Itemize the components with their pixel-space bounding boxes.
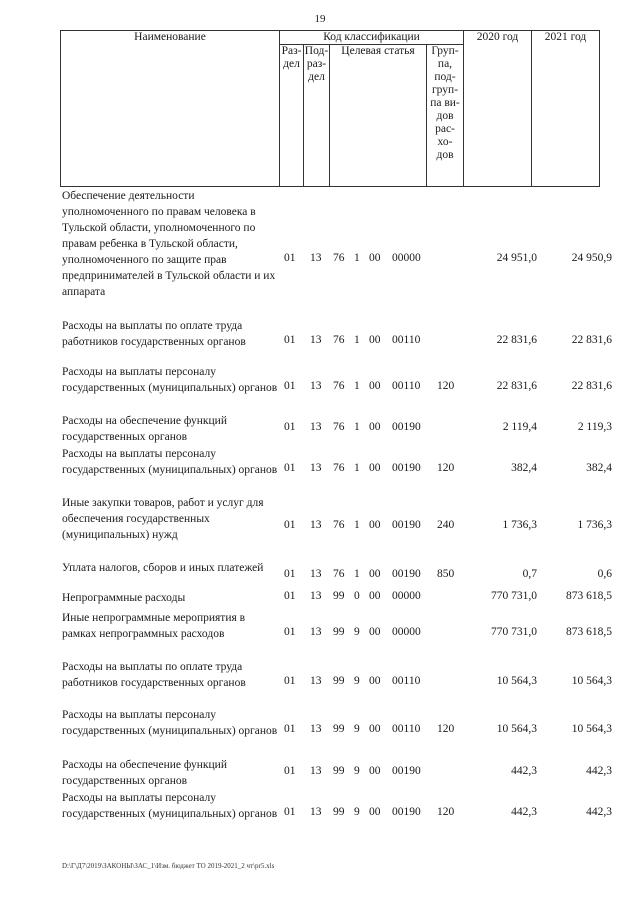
row-label: Расходы на выплаты персоналу государственных (муниципальных) органов (62, 792, 278, 820)
subsection-code: 13 (310, 462, 322, 474)
expense-group-code: 120 (437, 462, 455, 474)
value-2020: 10 564,3 (496, 723, 537, 735)
subprogram-code: 9 (354, 626, 360, 638)
direction-code: 00190 (392, 462, 421, 474)
value-2021: 10 564,3 (571, 723, 612, 735)
value-2021: 0,6 (597, 568, 612, 580)
value-2020: 22 831,6 (496, 334, 537, 346)
item-code: 00 (369, 590, 381, 602)
program-code: 76 (333, 462, 345, 474)
subsection-code: 13 (310, 519, 322, 531)
value-2020: 442,3 (511, 806, 537, 818)
program-code: 76 (333, 252, 345, 264)
subsection-code: 13 (310, 380, 322, 392)
subprogram-code: 1 (354, 252, 360, 264)
page-number: 19 (314, 13, 326, 25)
value-2021: 22 831,6 (571, 380, 612, 392)
program-code: 76 (333, 568, 345, 580)
subsection-code: 13 (310, 626, 322, 638)
subsection-code: 13 (310, 421, 322, 433)
program-code: 76 (333, 334, 345, 346)
program-code: 99 (333, 590, 345, 602)
direction-code: 00000 (392, 252, 421, 264)
direction-code: 00190 (392, 765, 421, 777)
expense-group-code: 850 (437, 568, 455, 580)
subsection-code: 13 (310, 765, 322, 777)
direction-code: 00110 (392, 675, 421, 687)
direction-code: 00110 (392, 334, 421, 346)
direction-code: 00110 (392, 380, 421, 392)
row-label: Иные закупки товаров, работ и услуг для обеспечения государственных (муниципальных) нужд (62, 497, 264, 541)
value-2021: 442,3 (586, 765, 612, 777)
subprogram-code: 9 (354, 806, 360, 818)
section-code: 01 (284, 568, 296, 580)
subsection-code: 13 (310, 568, 322, 580)
section-code: 01 (284, 765, 296, 777)
direction-code: 00190 (392, 568, 421, 580)
item-code: 00 (369, 462, 381, 474)
program-code: 76 (333, 519, 345, 531)
header-name: Наименование (61, 31, 280, 187)
direction-code: 00110 (392, 723, 421, 735)
row-label: Расходы на выплаты по оплате труда работников государственных органов (62, 661, 246, 689)
subprogram-code: 1 (354, 568, 360, 580)
section-code: 01 (284, 421, 296, 433)
row-label: Расходы на обеспечение функций государственных органов (62, 415, 227, 443)
expense-group-code: 120 (437, 380, 455, 392)
value-2020: 22 831,6 (496, 380, 537, 392)
subsection-code: 13 (310, 252, 322, 264)
row-label: Уплата налогов, сборов и иных платежей (62, 562, 264, 574)
direction-code: 00000 (392, 590, 421, 602)
program-code: 99 (333, 723, 345, 735)
direction-code: 00190 (392, 519, 421, 531)
header-group: Груп- па, под- груп- па ви- дов рас- хо- дов (427, 45, 464, 187)
value-2020: 1 736,3 (502, 519, 537, 531)
value-2021: 382,4 (586, 462, 612, 474)
header-code: Код классификации (280, 31, 464, 45)
header-section: Раз- дел (280, 45, 304, 187)
section-code: 01 (284, 675, 296, 687)
item-code: 00 (369, 765, 381, 777)
item-code: 00 (369, 380, 381, 392)
row-label: Расходы на выплаты персоналу государственных (муниципальных) органов (62, 448, 278, 476)
value-2020: 0,7 (522, 568, 537, 580)
file-path-footer: D:\Г\Д7\2019\ЗАКОНЫ\ЗАС_1\Изм. бюджет ТО 2019-2021_2 чт\pr5.xls (62, 862, 275, 870)
direction-code: 00190 (392, 806, 421, 818)
subprogram-code: 9 (354, 675, 360, 687)
item-code: 00 (369, 675, 381, 687)
item-code: 00 (369, 421, 381, 433)
direction-code: 00000 (392, 626, 421, 638)
row-label: Расходы на выплаты персоналу государственных (муниципальных) органов (62, 366, 278, 394)
subprogram-code: 9 (354, 765, 360, 777)
section-code: 01 (284, 334, 296, 346)
value-2021: 873 618,5 (566, 590, 612, 602)
header-subsection: Под- раз- дел (304, 45, 330, 187)
table-header (60, 30, 600, 187)
row-label: Обеспечение деятельности уполномоченного по правам человека в Тульской области, уполномоченного по правам ребенка в Тульской области, уполномоченного по защите прав предпринимателей в Тульской области и их аппарата (62, 190, 276, 298)
expense-group-code: 120 (437, 723, 455, 735)
subprogram-code: 1 (354, 519, 360, 531)
value-2021: 442,3 (586, 806, 612, 818)
value-2020: 442,3 (511, 765, 537, 777)
row-label: Расходы на обеспечение функций государственных органов (62, 759, 227, 787)
header-2020: 2020 год (464, 31, 532, 187)
value-2020: 24 951,0 (496, 252, 537, 264)
subsection-code: 13 (310, 590, 322, 602)
subsection-code: 13 (310, 806, 322, 818)
subsection-code: 13 (310, 723, 322, 735)
item-code: 00 (369, 568, 381, 580)
expense-group-code: 240 (437, 519, 455, 531)
value-2020: 382,4 (511, 462, 537, 474)
value-2020: 770 731,0 (491, 590, 537, 602)
subprogram-code: 0 (354, 590, 360, 602)
program-code: 99 (333, 675, 345, 687)
section-code: 01 (284, 590, 296, 602)
program-code: 76 (333, 380, 345, 392)
expense-group-code: 120 (437, 806, 455, 818)
header-2021: 2021 год (532, 31, 600, 187)
section-code: 01 (284, 626, 296, 638)
value-2021: 873 618,5 (566, 626, 612, 638)
subsection-code: 13 (310, 675, 322, 687)
value-2020: 2 119,4 (502, 421, 537, 433)
program-code: 99 (333, 626, 345, 638)
value-2021: 2 119,3 (577, 421, 612, 433)
program-code: 76 (333, 421, 345, 433)
subprogram-code: 1 (354, 334, 360, 346)
row-label: Расходы на выплаты персоналу государственных (муниципальных) органов (62, 709, 278, 737)
row-label: Иные непрограммные мероприятия в рамках непрограммных расходов (62, 612, 246, 640)
row-label: Расходы на выплаты по оплате труда работников государственных органов (62, 320, 246, 348)
subprogram-code: 9 (354, 723, 360, 735)
program-code: 99 (333, 765, 345, 777)
item-code: 00 (369, 252, 381, 264)
subprogram-code: 1 (354, 421, 360, 433)
row-label: Непрограммные расходы (62, 592, 186, 604)
item-code: 00 (369, 723, 381, 735)
subprogram-code: 1 (354, 380, 360, 392)
value-2020: 770 731,0 (491, 626, 537, 638)
section-code: 01 (284, 806, 296, 818)
subprogram-code: 1 (354, 462, 360, 474)
header-target: Целевая статья (330, 45, 427, 187)
item-code: 00 (369, 519, 381, 531)
item-code: 00 (369, 334, 381, 346)
subsection-code: 13 (310, 334, 322, 346)
section-code: 01 (284, 462, 296, 474)
value-2021: 10 564,3 (571, 675, 612, 687)
value-2020: 10 564,3 (496, 675, 537, 687)
value-2021: 1 736,3 (577, 519, 612, 531)
item-code: 00 (369, 626, 381, 638)
program-code: 99 (333, 806, 345, 818)
direction-code: 00190 (392, 421, 421, 433)
section-code: 01 (284, 723, 296, 735)
section-code: 01 (284, 252, 296, 264)
item-code: 00 (369, 806, 381, 818)
value-2021: 24 950,9 (571, 252, 612, 264)
value-2021: 22 831,6 (571, 334, 612, 346)
section-code: 01 (284, 380, 296, 392)
section-code: 01 (284, 519, 296, 531)
